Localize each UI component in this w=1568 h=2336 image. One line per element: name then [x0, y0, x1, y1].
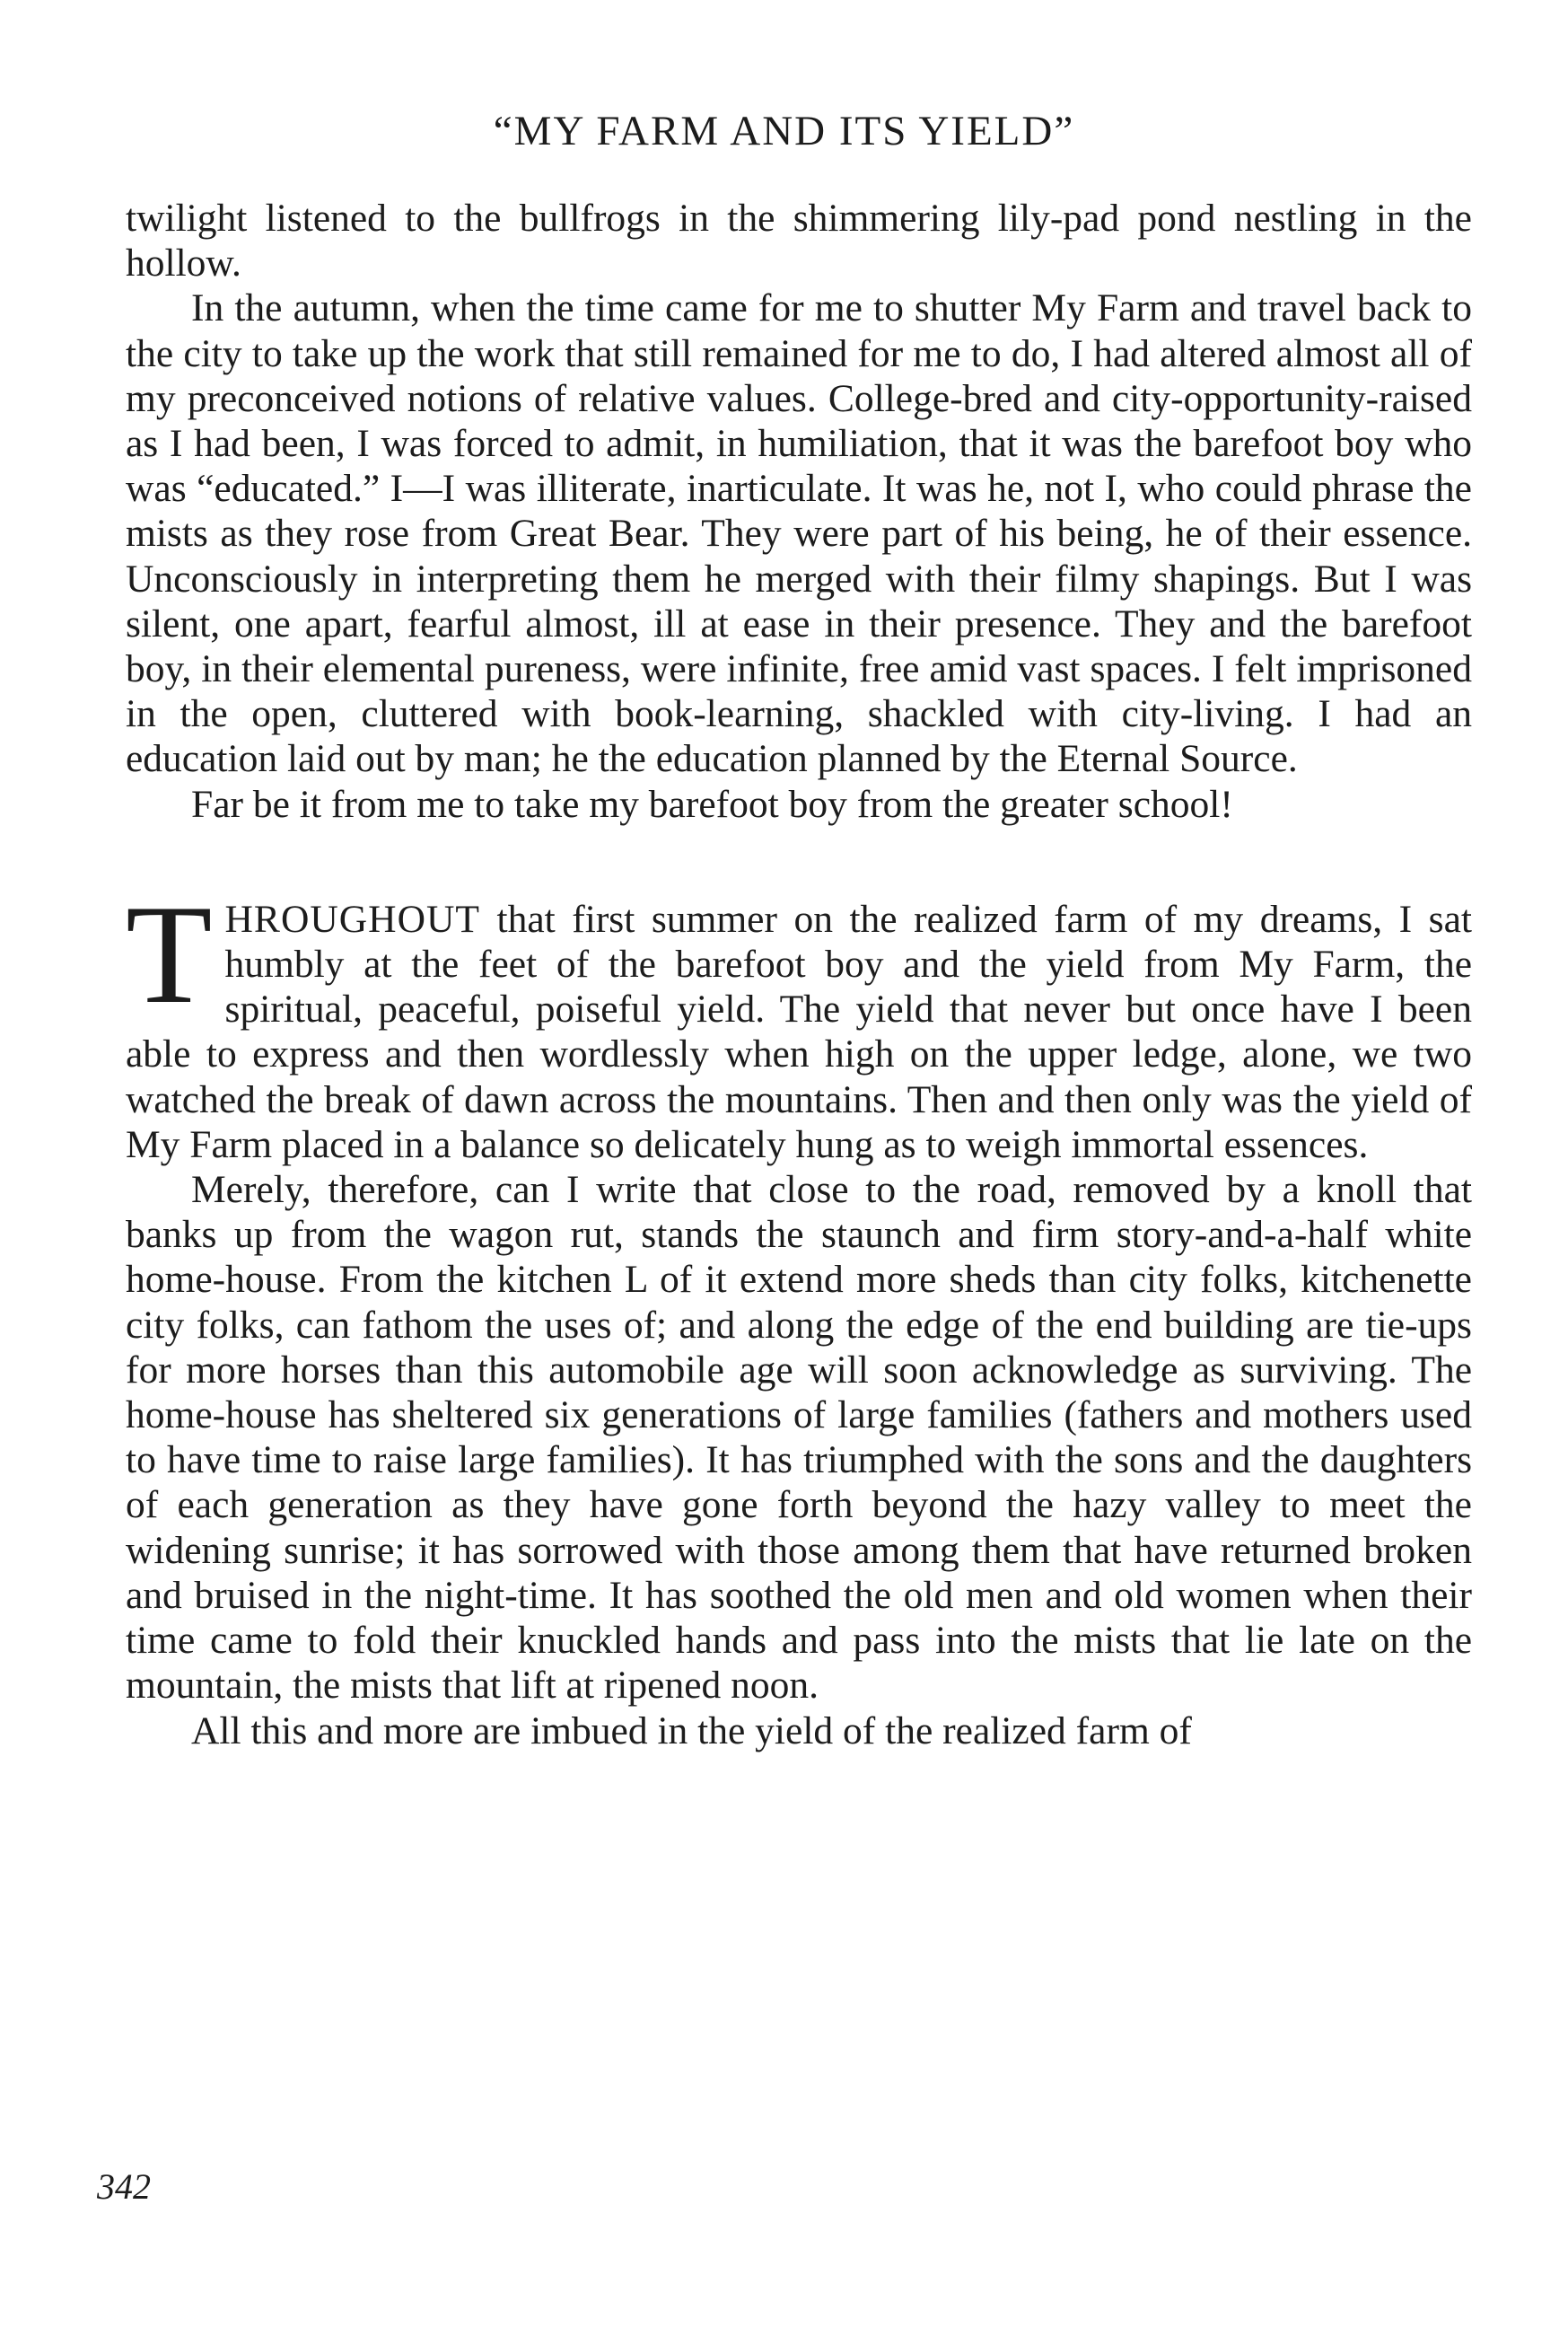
drop-cap-letter: T [126, 875, 213, 1033]
section-break [126, 827, 1472, 897]
paragraph-closing: All this and more are imbued in the yield of the realized farm of [191, 1708, 1192, 1752]
page-number: 342 [97, 2166, 151, 2207]
paragraph-continued: twilight listened to the bullfrogs in the shimmering lily-pad pond nestling in the hollow. [126, 197, 1472, 285]
body-text [126, 196, 1472, 1753]
running-head-title: “MY FARM AND ITS YIELD” [493, 108, 1075, 154]
paragraph-greater-school: Far be it from me to take my barefoot boy from the greater school! [191, 782, 1233, 826]
paragraph-throughout [126, 875, 1472, 1167]
paragraph-lead-word: HROUGHOUT [224, 897, 481, 941]
paragraph-throughout-text: that first summer on the realized farm of my dreams, I sat humbly at the feet of the barefoot boy and the yield from My Farm, the spiritual, peaceful, poiseful yield. The yield that never but once have I been able to express and then wordlessly when high on the upper ledge, alone, we two watched the break of dawn across the mountains. Then and then only was the yield of My Farm placed in a balance so delicately hung as to weigh immortal essences. [126, 897, 1472, 1166]
paragraph-home-house: Merely, therefore, can I write that close to the road, removed by a knoll that banks up from the wagon rut, stands the staunch and firm story-and-a-half white home-house. From the kitchen L of it extend more sheds than city folks, kitchenette city folks, can fathom the uses of; and along the edge of the end building are tie-ups for more horses than this automobile age will soon acknowledge as surviving. The home-house has sheltered six generations of large families (fathers and mothers used to have time to raise large families). It has triumphed with the sons and the daughters of each generation as they have gone forth beyond the hazy valley to meet the widening sunrise; it has sorrowed with those among them that have returned broken and bruised in the night-time. It has soothed the old men and old women when their time came to fold their knuckled hands and pass into the mists that lie late on the mountain, the mists that lift at ripened noon. [126, 1168, 1472, 1708]
paragraph-autumn: In the autumn, when the time came for me to shutter My Farm and travel back to the city to take up the work that still remained for me to do, I had altered almost all of my preconceived notions of relative values. College-bred and city-opportunity-raised as I had been, I was forced to admit, in humiliation, that it was the barefoot boy who was “educated.” I—I was illiterate, inarticulate. It was he, not I, who could phrase the mists as they rose from Great Bear. They were part of his being, he of their essence. Unconsciously in interpreting them he merged with their filmy shapings. But I was silent, one apart, fearful almost, ill at ease in their presence. They and the barefoot boy, in their elemental pureness, were infinite, free amid vast spaces. I felt imprisoned in the open, cluttered with book-learning, shackled with city-living. I had an education laid out by man; he the education planned by the Eternal Source. [126, 286, 1472, 781]
